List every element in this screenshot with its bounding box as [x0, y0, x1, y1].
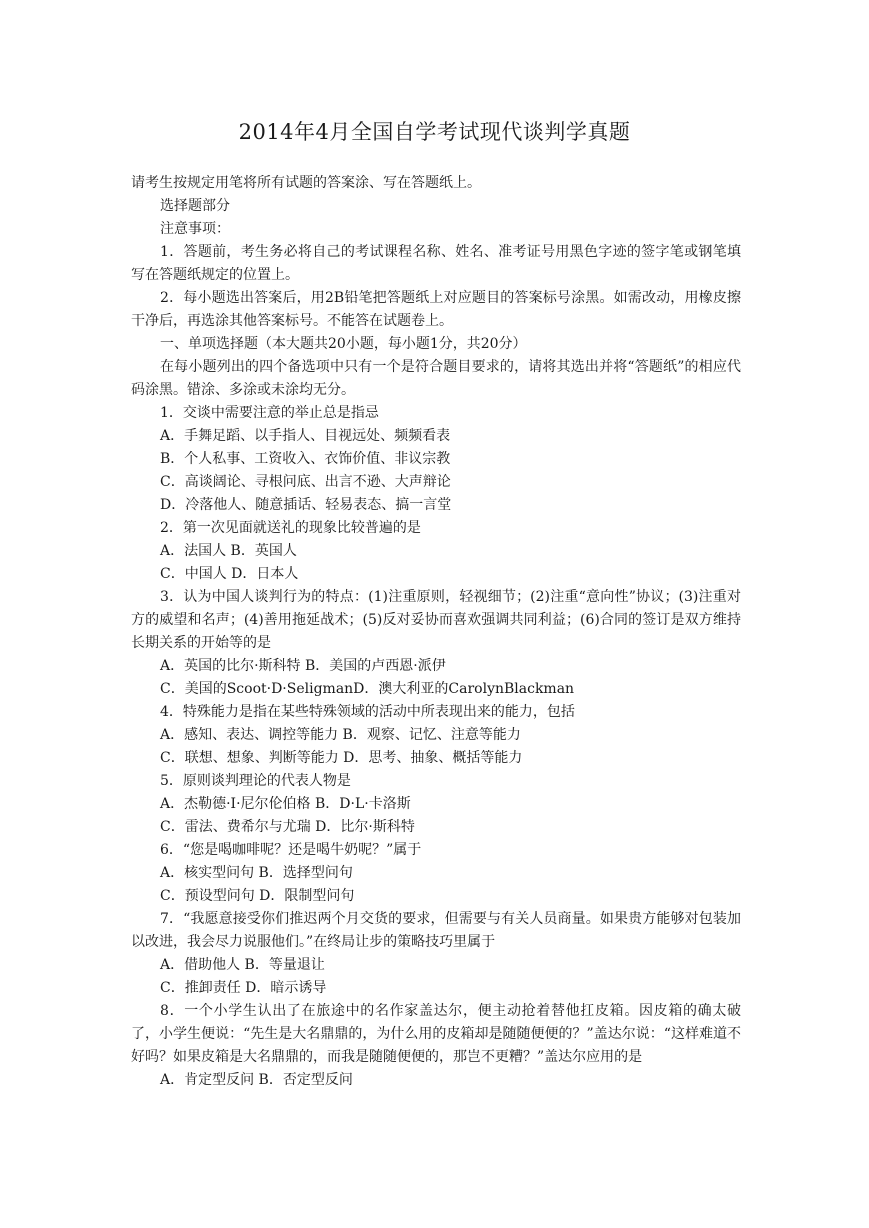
- question-1-option-c: C．高谈阔论、寻根问底、出言不逊、大声辩论: [160, 474, 451, 490]
- question-6-options-ab: A．核实型问句 B．选择型问句: [160, 865, 353, 881]
- question-5-stem: 5．原则谈判理论的代表人物是: [160, 773, 351, 789]
- question-4-stem: 4．特殊能力是指在某些特殊领域的活动中所表现出来的能力，包括: [160, 704, 575, 720]
- part1-instruction: 在每小题列出的四个备选项中只有一个是符合题目要求的，请将其选出并将“答题纸”的相应代码涂黑。错涂、多涂或未涂均无分。: [131, 359, 741, 398]
- question-3-options-ab: A．英国的比尔·斯科特 B．美国的卢西恩·派伊: [160, 658, 446, 674]
- question-4-options-cd: C．联想、想象、判断等能力 D．思考、抽象、概括等能力: [160, 750, 523, 766]
- part1-heading: 一、单项选择题（本大题共20小题，每小题1分，共20分）: [160, 336, 527, 352]
- question-7-options-ab: A．借助他人 B．等量退让: [160, 957, 325, 973]
- note-1: 1．答题前，考生务必将自己的考试课程名称、姓名、准考证号用黑色字迹的签字笔或钢笔填写在答题纸规定的位置上。: [131, 244, 741, 283]
- question-2-options-cd: C．中国人 D．日本人: [160, 566, 299, 582]
- question-6-options-cd: C．预设型问句 D．限制型问句: [160, 888, 355, 904]
- document-body: [131, 172, 741, 1092]
- question-5-options-ab: A．杰勒德·I·尼尔伦伯格 B．D·L·卡洛斯: [160, 796, 411, 812]
- question-2-stem: 2．第一次见面就送礼的现象比较普遍的是: [160, 520, 421, 536]
- question-5-options-cd: C．雷法、费希尔与尤瑞 D．比尔·斯科特: [160, 819, 415, 835]
- question-7-stem: 7．“我愿意接受你们推迟两个月交货的要求，但需要与有关人员商量。如果贵方能够对包装加以改进，我会尽力说服他们。”在终局让步的策略技巧里属于: [131, 911, 741, 950]
- question-4-options-ab: A．感知、表达、调控等能力 B．观察、记忆、注意等能力: [160, 727, 521, 743]
- intro-text: 请考生按规定用笔将所有试题的答案涂、写在答题纸上。: [131, 175, 481, 191]
- section-heading: 选择题部分: [160, 198, 230, 214]
- question-8-options-ab: A．肯定型反问 B．否定型反问: [160, 1072, 353, 1088]
- question-7-options-cd: C．推卸责任 D．暗示诱导: [160, 980, 327, 996]
- question-1-option-b: B．个人私事、工资收入、衣饰价值、非议宗教: [160, 451, 451, 467]
- question-2-options-ab: A．法国人 B．英国人: [160, 543, 297, 559]
- question-6-stem: 6．“您是喝咖啡呢？还是喝牛奶呢？”属于: [160, 842, 422, 858]
- note-2: 2．每小题选出答案后，用2B铅笔把答题纸上对应题目的答案标号涂黑。如需改动，用橡皮擦干净后，再选涂其他答案标号。不能答在试题卷上。: [131, 290, 741, 329]
- question-1-stem: 1．交谈中需要注意的举止总是指忌: [160, 405, 379, 421]
- question-8-stem: 8．一个小学生认出了在旅途中的名作家盖达尔，便主动抢着替他扛皮箱。因皮箱的确太破了，小学生便说：“先生是大名鼎鼎的，为什么用的皮箱却是随随便便的？”盖达尔说：“这样难道不好吗？如果皮箱是大名鼎鼎的，而我是随随便便的，那岂不更糟？”盖达尔应用的是: [131, 1003, 741, 1065]
- page-title: 2014年4月全国自学考试现代谈判学真题: [238, 120, 631, 144]
- question-1-option-d: D．冷落他人、随意插话、轻易表态、搞一言堂: [160, 497, 452, 513]
- question-3-stem: 3．认为中国人谈判行为的特点：(1)注重原则，轻视细节；(2)注重“意向性”协议；(3)注重对方的威望和名声；(4)善用拖延战术；(5)反对妥协而喜欢强调共同利益；(6)合同的签订是双方维持长期关系的开始等的是: [131, 589, 741, 651]
- question-1-option-a: A．手舞足蹈、以手指人、目视远处、频频看表: [160, 428, 451, 444]
- question-3-options-cd: C．美国的Scoot·D·SeligmanD．澳大利亚的CarolynBlackman: [160, 681, 575, 697]
- notes-heading: 注意事项：: [160, 221, 230, 237]
